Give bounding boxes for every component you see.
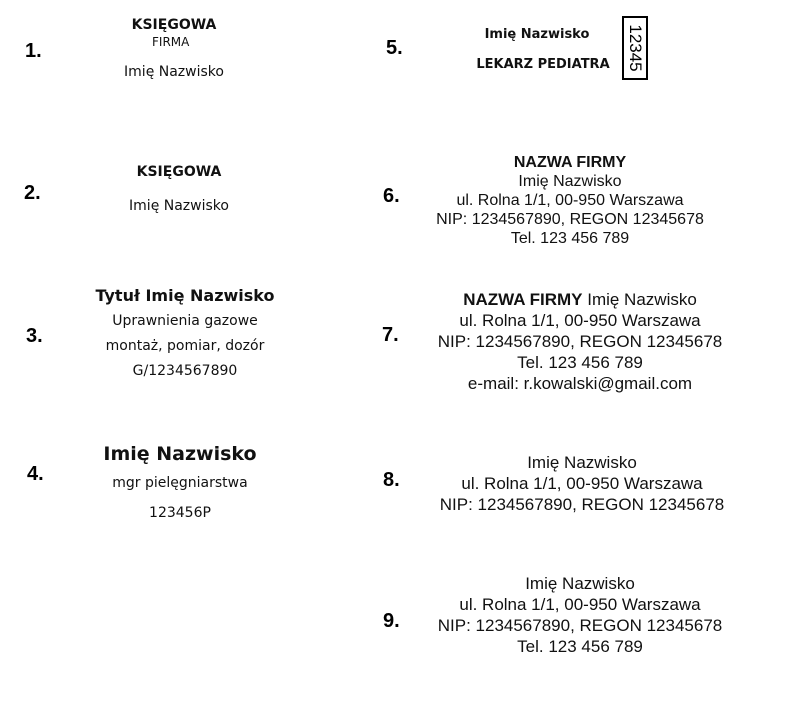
stamp-6-address: ul. Rolna 1/1, 00-950 Warszawa — [456, 192, 684, 209]
stamp-9-phone: Tel. 123 456 789 — [517, 637, 643, 656]
stamp-5-code: 12345 — [626, 24, 645, 72]
stamp-1-name: Imię Nazwisko — [124, 64, 224, 80]
stamp-7-ids: NIP: 1234567890, REGON 12345678 — [437, 332, 723, 351]
stamp-3-line-3: montaż, pomiar, dozór — [105, 338, 265, 354]
stamp-7-address: ul. Rolna 1/1, 00-950 Warszawa — [459, 311, 701, 330]
stamp-7 — [410, 289, 750, 394]
stamp-7-phone: Tel. 123 456 789 — [517, 353, 643, 372]
stamp-number-8: 8. — [383, 469, 400, 491]
stamp-number-9: 9. — [383, 610, 400, 632]
stamp-3-line-2: Uprawnienia gazowe — [112, 313, 258, 329]
stamp-5-title: LEKARZ PEDIATRA — [476, 57, 610, 72]
stamp-6-phone: Tel. 123 456 789 — [510, 230, 630, 247]
stamp-4-name: Imię Nazwisko — [103, 443, 257, 465]
stamp-4-title: mgr pielęgniarstwa — [112, 475, 248, 491]
stamp-1-company: FIRMA — [152, 35, 190, 49]
stamp-4-number: 123456P — [149, 505, 211, 521]
stamp-8-address: ul. Rolna 1/1, 00-950 Warszawa — [461, 474, 703, 493]
stamp-number-2: 2. — [24, 182, 41, 204]
stamp-6 — [420, 153, 720, 248]
stamp-3 — [85, 285, 285, 384]
stamp-9 — [410, 573, 750, 657]
stamp-5-code-box — [622, 16, 648, 80]
stamp-7-name: Imię Nazwisko — [582, 290, 697, 309]
stamp-2-title: KSIĘGOWA — [136, 164, 222, 180]
stamp-8 — [412, 452, 752, 515]
stamp-1 — [114, 16, 234, 81]
stamp-2 — [119, 163, 239, 215]
stamp-2-name: Imię Nazwisko — [129, 198, 229, 214]
stamp-8-ids: NIP: 1234567890, REGON 12345678 — [439, 495, 725, 514]
stamp-3-line-4: G/1234567890 — [132, 363, 238, 379]
stamp-3-title: Tytuł Imię Nazwisko — [95, 286, 275, 305]
stamp-number-7: 7. — [382, 324, 399, 346]
stamp-6-name: Imię Nazwisko — [518, 173, 622, 190]
stamp-7-email: e-mail: r.kowalski@gmail.com — [467, 374, 693, 393]
stamp-number-3: 3. — [26, 325, 43, 347]
stamp-9-name: Imię Nazwisko — [525, 574, 635, 593]
stamp-number-1: 1. — [25, 40, 42, 62]
stamp-6-ids: NIP: 1234567890, REGON 12345678 — [436, 211, 704, 228]
stamp-4 — [90, 441, 270, 528]
stamp-9-ids: NIP: 1234567890, REGON 12345678 — [437, 616, 723, 635]
stamp-number-4: 4. — [27, 463, 44, 485]
stamp-number-6: 6. — [383, 185, 400, 207]
stamp-7-company: NAZWA FIRMY — [463, 290, 583, 309]
stamp-1-title: KSIĘGOWA — [131, 17, 217, 33]
stamp-9-address: ul. Rolna 1/1, 00-950 Warszawa — [459, 595, 701, 614]
stamp-number-5: 5. — [386, 37, 403, 59]
stamp-6-company: NAZWA FIRMY — [513, 154, 627, 171]
stamp-5-name: Imię Nazwisko — [484, 27, 590, 42]
stamp-8-name: Imię Nazwisko — [527, 453, 637, 472]
